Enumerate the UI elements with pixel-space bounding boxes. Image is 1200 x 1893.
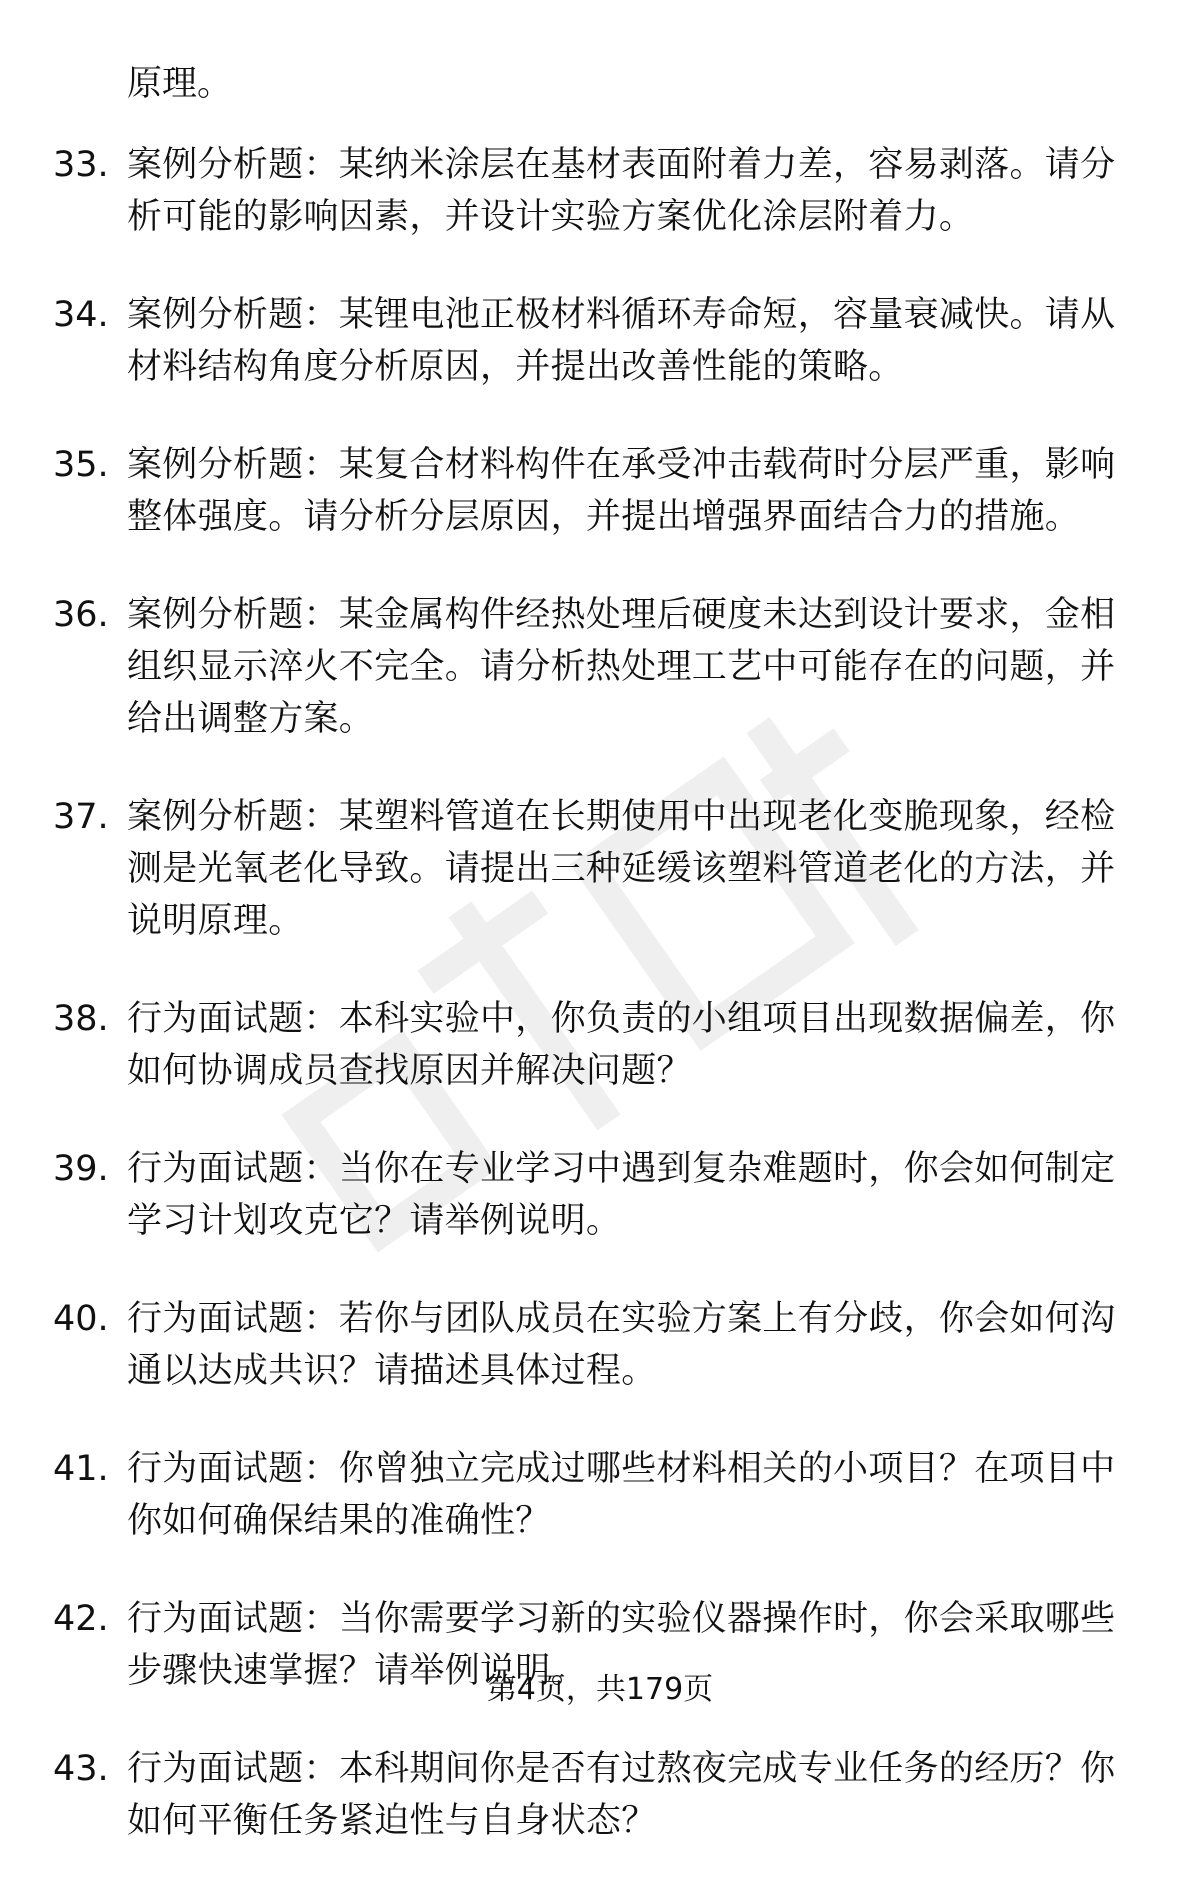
question-number: 37. xyxy=(53,797,109,837)
question-item xyxy=(0,993,1200,1097)
continuation-text: 原理。 xyxy=(127,64,233,104)
question-text: 案例分析题：某塑料管道在长期使用中出现老化变脆现象，经检测是光氧老化导致。请提出三种延缓该塑料管道老化的方法，并说明原理。 xyxy=(127,797,1116,941)
question-number: 35. xyxy=(53,445,109,485)
question-item xyxy=(0,1293,1200,1397)
question-number: 34. xyxy=(53,295,109,335)
question-text: 案例分析题：某金属构件经热处理后硬度未达到设计要求，金相组织显示淬火不完全。请分析热处理工艺中可能存在的问题，并给出调整方案。 xyxy=(127,595,1116,739)
question-number: 33. xyxy=(53,145,109,185)
question-number: 40. xyxy=(53,1299,109,1339)
question-item xyxy=(0,139,1200,243)
question-item xyxy=(0,1743,1200,1847)
page-footer: 第4页，共179页 xyxy=(486,1672,714,1707)
question-item xyxy=(0,1443,1200,1547)
question-number: 42. xyxy=(53,1599,109,1639)
question-number: 43. xyxy=(53,1749,109,1789)
question-text: 案例分析题：某纳米涂层在基材表面附着力差，容易剥落。请分析可能的影响因素，并设计实验方案优化涂层附着力。 xyxy=(127,145,1116,237)
question-number: 41. xyxy=(53,1449,109,1489)
question-text: 案例分析题：某复合材料构件在承受冲击载荷时分层严重，影响整体强度。请分析分层原因，并提出增强界面结合力的措施。 xyxy=(127,445,1116,537)
question-item xyxy=(0,589,1200,745)
question-number: 38. xyxy=(53,999,109,1039)
question-text: 行为面试题：若你与团队成员在实验方案上有分歧，你会如何沟通以达成共识？请描述具体过程。 xyxy=(127,1299,1116,1391)
question-number: 39. xyxy=(53,1149,109,1189)
question-text: 行为面试题：你曾独立完成过哪些材料相关的小项目？在项目中你如何确保结果的准确性？ xyxy=(127,1449,1116,1541)
question-item xyxy=(0,439,1200,543)
question-item xyxy=(0,1143,1200,1247)
question-item xyxy=(0,289,1200,393)
question-text: 行为面试题：当你在专业学习中遇到复杂难题时，你会如何制定学习计划攻克它？请举例说明。 xyxy=(127,1149,1116,1241)
question-text: 行为面试题：本科期间你是否有过熬夜完成专业任务的经历？你如何平衡任务紧迫性与自身状态？ xyxy=(127,1749,1116,1841)
question-number: 36. xyxy=(53,595,109,635)
question-list xyxy=(0,139,1200,1893)
question-text: 案例分析题：某锂电池正极材料循环寿命短，容量衰减快。请从材料结构角度分析原因，并提出改善性能的策略。 xyxy=(127,295,1116,387)
question-text: 行为面试题：本科实验中，你负责的小组项目出现数据偏差，你如何协调成员查找原因并解决问题？ xyxy=(127,999,1116,1091)
question-item xyxy=(0,791,1200,947)
question-text: 行为面试题：当你需要学习新的实验仪器操作时，你会采取哪些步骤快速掌握？请举例说明。 xyxy=(127,1599,1116,1691)
